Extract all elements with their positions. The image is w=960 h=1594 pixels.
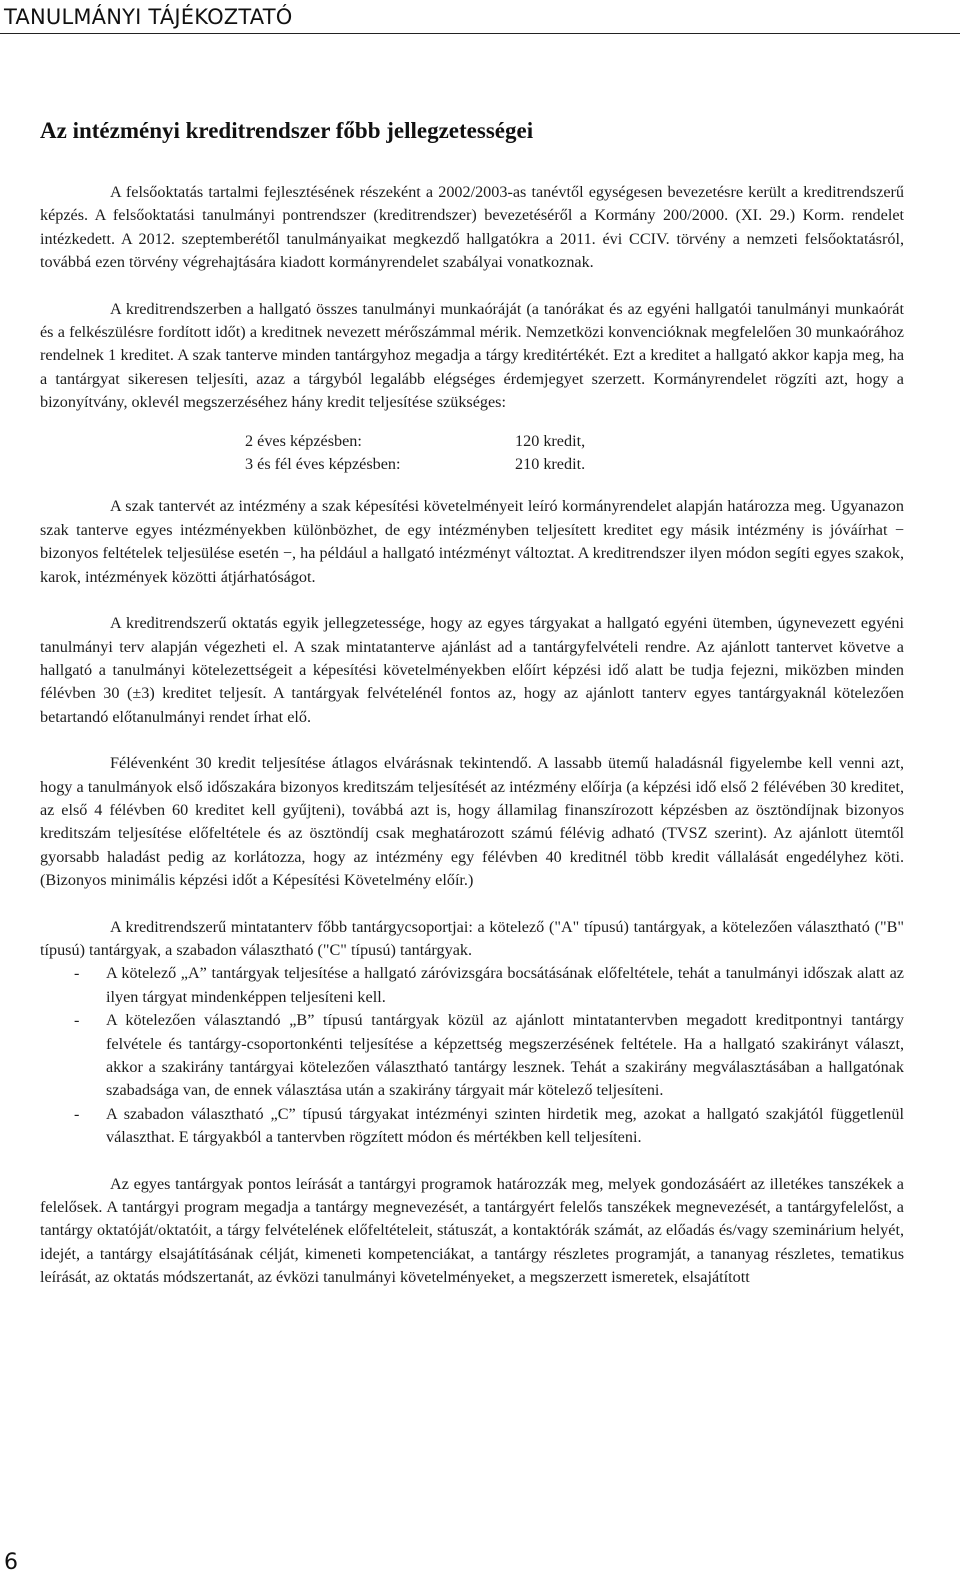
document-header: TANULMÁNYI TÁJÉKOZTATÓ	[0, 0, 960, 34]
list-dash: -	[74, 964, 80, 983]
document-title: Az intézményi kreditrendszer főbb jellegzetességei	[40, 118, 534, 143]
paragraph-subject-groups: A kreditrendszerű mintatanterv főbb tantárgycsoportjai: a kötelező ("A" típusú) tantárgyak, a kötelezően választható ("B" típusú) tantárgyak, a szabadon választható ("C" típusú) tantárgyak.	[40, 917, 904, 959]
list-item	[40, 962, 904, 1009]
credit-label: 2 éves képzésben:	[245, 431, 362, 450]
page-number: 6	[4, 1550, 18, 1575]
paragraph-intro: A felsőoktatás tartalmi fejlesztésének részeként a 2002/2003-as tanévtől egységesen bevezetésre került a kreditrendszerű képzés. A felsőoktatási tanulmányi pontrendszer (kreditrendszer) bevezetéséről a Kormány 200/2000. (XI. 29.) Korm. rendelet intézkedett. A 2012. szeptemberétől tanulmányaikat megkezdő hallgatókra a 2011. évi CCIV. törvény a nemzeti felsőoktatásról, továbbá ezen törvény végrehajtására kiadott kormányrendelet szabályai vonatkoznak.	[40, 183, 904, 272]
paragraph-semester-credits: Félévenként 30 kredit teljesítése átlagos elvárásnak tekintendő. A lassabb ütemű haladásnál figyelembe kell venni azt, hogy a tanulmányok első időszakára bizonyos kreditszám teljesítését az intézmény előírja (a képzési idő első 2 félévében 30 kreditet, az első 4 félévben 60 kreditet kell gyűjteni), továbbá azt is, hogy államilag finanszírozott képzésben az ösztöndíjnak bizonyos kreditszám teljesítése előfeltétele és az ösztöndíj csak meghatározott számú félévig adható (TVSZ szerint). Az ajánlott ütemtől gyorsabb haladást pedig az korlátozza, hogy az intézmény egy félévben 40 kreditnél több kredit vállalását engedélyhez köti. (Bizonyos minimális képzési időt a Képesítési Követelmény előír.)	[40, 754, 904, 890]
credit-row	[245, 453, 665, 476]
list-dash: -	[74, 1011, 80, 1030]
list-dash: -	[74, 1104, 80, 1123]
credit-row	[245, 430, 665, 453]
credit-label: 3 és fél éves képzésben:	[245, 455, 401, 474]
paragraph-curriculum: A szak tantervét az intézmény a szak képesítési követelményeit leíró kormányrendelet alapján határozza meg. Ugyanazon szak tanterve egyes intézményekben különbözhet, de egy intézményben teljesített kreditet egy másik intézmény is jóváírhat − bizonyos feltételek teljesülése esetén −, ha például a hallgató intézményt változtat. A kreditrendszer ilyen módon segíti egyes szakok, karok, intézmények közötti átjárhatóságot.	[40, 497, 904, 586]
list-item-text: A kötelezően választandó „B” típusú tantárgyak közül az ajánlott mintatantervben megadott kreditpontnyi tantárgy felvétele és tantárgy-csoportonkénti teljesítése a képzettség megszerzésének feltétele. Ha a hallgató szakirányt választ, akkor a szakirány tantárgyai kötelezően választható tantárgy lesznek. Tehát a szakirány megválasztásában a hallgatónak szabadsága van, de ennek választása után a szakirány tárgyait már kötelező teljesíteni.	[106, 1011, 904, 1100]
list-item-text: A szabadon választható „C” típusú tárgyakat intézményi szinten hirdetik meg, azokat a hallgató szakjától függetlenül választhat. E tárgyakból a tantervben rögzített módon és mértékben kell teljesíteni.	[106, 1104, 904, 1147]
list-item	[40, 1103, 904, 1150]
document-body	[40, 116, 904, 1313]
credit-requirements	[245, 430, 665, 477]
paragraph-subject-programs: Az egyes tantárgyak pontos leírását a tantárgyi programok határozzák meg, melyek gondozásáért az illetékes tanszékek a felelősek. A tantárgyi program megadja a tantárgy megnevezését, a tantárgyért felelős tanszékek megnevezését, a tantárgyfelelőst, a tantárgy oktatóját/oktatóit, a tárgy felvételének előfeltételeit, státuszát, a kontaktórák számát, az előadás és/vagy szeminárium helyét, idejét, a tantárgy elsajátításának célját, kimeneti kompetenciákat, a tantárgy részletes programját, a tananyag részletes, tematikus leírását, az oktatás módszertanát, az évközi tanulmányi követelményeket, a megszerzett ismeretek, elsajátított	[40, 1174, 904, 1287]
list-item	[40, 1009, 904, 1103]
paragraph-credit-definition: A kreditrendszerben a hallgató összes tanulmányi munkaóráját (a tanórákat és az egyéni hallgatói tanulmányi munkaórát és a felkészülésre fordított időt) a kreditnek nevezett mérőszámmal mérik. Nemzetközi konvencióknak megfelelően 30 munkaórához rendelnek 1 kreditet. A szak tanterve minden tantárgyhoz megadja a tárgy kreditértékét. Ezt a kreditet a hallgató akkor kapja meg, ha a tantárgyat sikeresen teljesíti, azaz a tárgyból legalább elégséges érdemjegyet szerzett. Kormányrendelet rögzíti azt, hogy a bizonyítvány, oklevél megszerzéséhez hány kredit teljesítése szükséges:	[40, 299, 904, 412]
list-item-text: A kötelező „A” tantárgyak teljesítése a hallgató záróvizsgára bocsátásának előfeltétele, tehát a tanulmányi időszak alatt az ilyen tárgyat mindenképpen teljesíteni kell.	[106, 964, 904, 1006]
credit-value: 210 kredit.	[515, 455, 586, 474]
paragraph-individual-pace: A kreditrendszerű oktatás egyik jellegzetessége, hogy az egyes tárgyakat a hallgató egyéni ütemben, úgynevezett egyéni tanulmányi terv alapján végezheti el. A szak mintatanterve ajánlást ad a tantárgyfelvételi rendre. Az ajánlott tantervet követve a hallgató a tanulmányi kötelezettségeit a képesítési követelményekben előírt képzési idő alatt be tudja fejezni, miközben minden félévben 30 (±3) kreditet teljesít. A tantárgyak felvételénél fontos az, hogy az ajánlott tanterv egyes tantárgyaknál kötelezően betartandó előtanulmányi rendet írhat elő.	[40, 614, 904, 726]
subject-group-list	[40, 962, 904, 1149]
credit-value: 120 kredit,	[515, 431, 586, 450]
